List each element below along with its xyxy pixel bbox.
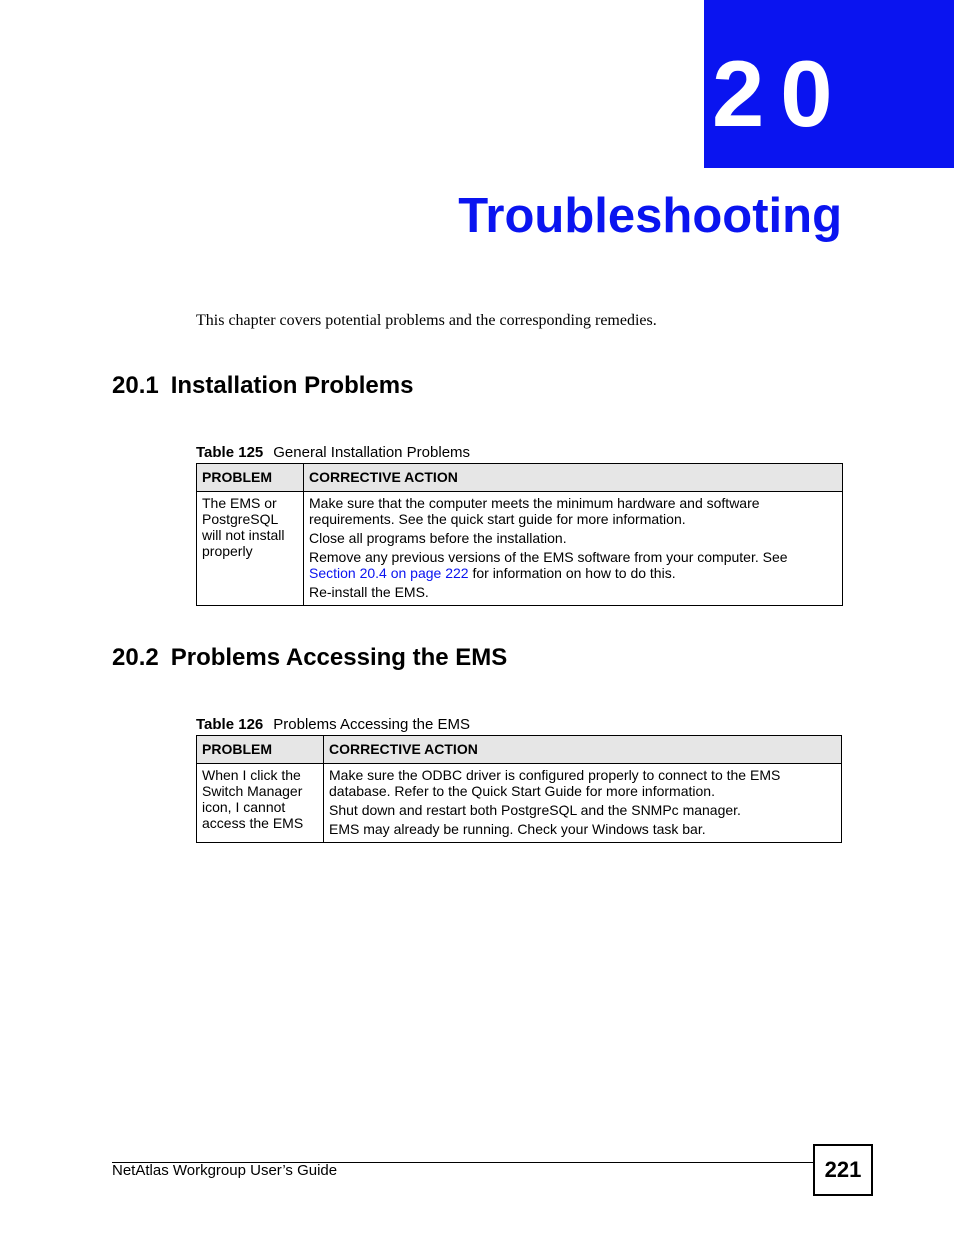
corrective-action-cell	[304, 492, 843, 606]
action-item: Close all programs before the installation.	[309, 530, 567, 546]
action-text: for information on how to do this.	[468, 565, 676, 581]
column-header-corrective-action: CORRECTIVE ACTION	[304, 464, 843, 492]
table-label: Table 126	[196, 716, 264, 733]
table-caption	[196, 716, 470, 733]
table-row	[197, 764, 842, 843]
chapter-number: 20	[712, 41, 849, 146]
corrective-action-cell	[324, 764, 842, 843]
action-text: Remove any previous versions of the EMS software from your computer. See	[309, 549, 788, 565]
action-item: Shut down and restart both PostgreSQL and the SNMPc manager.	[329, 802, 741, 818]
installation-problems-table	[196, 463, 843, 606]
intro-paragraph: This chapter covers potential problems and the corresponding remedies.	[196, 312, 657, 329]
table-caption	[196, 444, 470, 461]
action-item: Make sure that the computer meets the minimum hardware and software requirements. See the quick start guide for more information.	[309, 495, 760, 527]
section-number: 20.2	[112, 644, 159, 671]
table-header-row	[197, 736, 842, 764]
column-header-corrective-action: CORRECTIVE ACTION	[324, 736, 842, 764]
table-header-row	[197, 464, 843, 492]
problem-cell: When I click the Switch Manager icon, I cannot access the EMS	[197, 764, 324, 843]
action-item: Make sure the ODBC driver is configured properly to connect to the EMS database. Refer to the Quick Start Guide for more information.	[329, 767, 781, 799]
table-row	[197, 492, 843, 606]
section-title: Problems Accessing the EMS	[170, 644, 508, 671]
section-heading-accessing-ems	[112, 645, 507, 671]
page-number: 221	[813, 1144, 873, 1196]
column-header-problem: PROBLEM	[197, 736, 324, 764]
table-label: Table 125	[196, 444, 264, 461]
column-header-problem: PROBLEM	[197, 464, 304, 492]
action-item	[309, 549, 837, 581]
table-caption-text: Problems Accessing the EMS	[273, 716, 471, 733]
action-item: Re-install the EMS.	[309, 584, 429, 600]
footer-guide-title: NetAtlas Workgroup User’s Guide	[112, 1162, 338, 1179]
accessing-ems-table	[196, 735, 842, 843]
section-heading-installation	[112, 373, 413, 399]
table-caption-text: General Installation Problems	[273, 444, 471, 461]
action-item: EMS may already be running. Check your Windows task bar.	[329, 821, 706, 837]
section-title: Installation Problems	[170, 372, 414, 399]
section-number: 20.1	[112, 372, 159, 399]
problem-cell: The EMS or PostgreSQL will not install properly	[197, 492, 304, 606]
chapter-title: Troubleshooting	[458, 189, 842, 243]
section-cross-reference-link[interactable]: Section 20.4 on page 222	[309, 565, 469, 581]
